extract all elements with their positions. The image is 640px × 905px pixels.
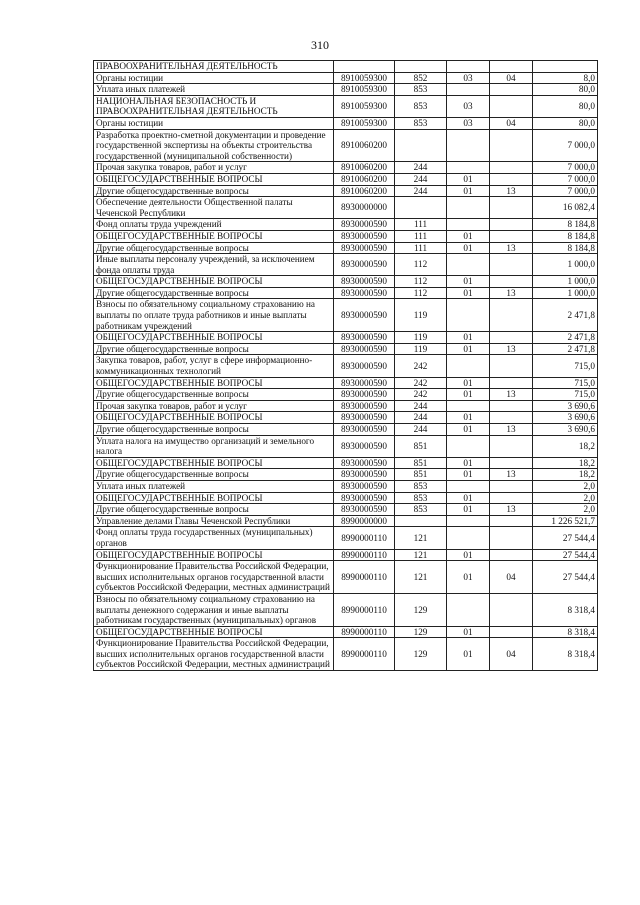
row-name-cell: ОБЩЕГОСУДАРСТВЕННЫЕ ВОПРОСЫ [94,332,334,344]
table-row [94,527,598,549]
row-subsection-cell: 04 [490,117,533,129]
row-amount-cell: 80,0 [533,84,598,96]
row-subsection-cell [490,84,533,96]
row-section-cell [447,254,490,276]
row-expense-type-cell: 852 [395,72,447,84]
row-name-cell: Другие общегосударственные вопросы [94,287,334,299]
row-name-cell: Другие общегосударственные вопросы [94,242,334,254]
row-section-cell [447,593,490,626]
table-row [94,72,598,84]
row-amount-cell: 27 544,4 [533,561,598,594]
row-subsection-cell: 04 [490,638,533,671]
table-row [94,287,598,299]
row-subsection-cell: 13 [490,469,533,481]
row-name-cell: Фонд оплаты труда учреждений [94,219,334,231]
row-subsection-cell [490,173,533,185]
row-section-cell [447,515,490,527]
table-row [94,377,598,389]
row-code-cell: 8930000590 [334,299,395,332]
row-subsection-cell [490,61,533,73]
row-name-cell: Фонд оплаты труда государственных (муниципальных) органов [94,527,334,549]
table-row [94,400,598,412]
row-name-cell: Взносы по обязательному социальному страхованию на выплаты по оплате труда работников и иные выплаты работникам учреждений [94,299,334,332]
row-section-cell [447,299,490,332]
row-amount-cell: 27 544,4 [533,527,598,549]
row-code-cell: 8910060200 [334,129,395,162]
row-amount-cell: 1 226 521,7 [533,515,598,527]
row-expense-type-cell: 121 [395,561,447,594]
row-code-cell: 8930000590 [334,230,395,242]
row-name-cell: Уплата иных платежей [94,84,334,96]
row-expense-type-cell: 244 [395,173,447,185]
row-section-cell: 01 [447,424,490,436]
row-name-cell: Функционирование Правительства Российской Федерации, высших исполнительных органов государственной власти субъектов Российской Федерации, местных администраций [94,561,334,594]
row-code-cell: 8930000590 [334,254,395,276]
row-subsection-cell [490,412,533,424]
row-expense-type-cell: 853 [395,480,447,492]
row-subsection-cell: 13 [490,343,533,355]
row-expense-type-cell: 851 [395,435,447,457]
row-section-cell: 01 [447,389,490,401]
row-expense-type-cell: 121 [395,549,447,561]
row-expense-type-cell: 242 [395,377,447,389]
row-expense-type-cell: 112 [395,276,447,288]
row-code-cell: 8930000590 [334,332,395,344]
row-amount-cell: 2,0 [533,480,598,492]
table-row [94,515,598,527]
table-row [94,173,598,185]
row-expense-type-cell: 121 [395,527,447,549]
row-amount-cell: 8 184,8 [533,242,598,254]
row-section-cell: 01 [447,276,490,288]
row-expense-type-cell: 129 [395,593,447,626]
row-expense-type-cell [395,61,447,73]
row-code-cell: 8910060200 [334,162,395,174]
row-section-cell: 01 [447,412,490,424]
table-row [94,84,598,96]
row-amount-cell: 1 000,0 [533,287,598,299]
row-expense-type-cell: 119 [395,299,447,332]
row-name-cell: Другие общегосударственные вопросы [94,504,334,516]
row-name-cell: Органы юстиции [94,117,334,129]
table-row [94,185,598,197]
row-section-cell: 01 [447,626,490,638]
row-section-cell: 01 [447,185,490,197]
row-subsection-cell [490,457,533,469]
row-expense-type-cell: 111 [395,242,447,254]
row-amount-cell: 1 000,0 [533,276,598,288]
row-subsection-cell [490,254,533,276]
row-name-cell: Органы юстиции [94,72,334,84]
row-subsection-cell [490,95,533,117]
row-code-cell: 8930000590 [334,219,395,231]
row-name-cell: НАЦИОНАЛЬНАЯ БЕЗОПАСНОСТЬ И ПРАВООХРАНИТЕЛЬНАЯ ДЕЯТЕЛЬНОСТЬ [94,95,334,117]
row-subsection-cell [490,515,533,527]
table-row [94,343,598,355]
row-expense-type-cell: 112 [395,254,447,276]
row-code-cell: 8930000590 [334,355,395,377]
row-section-cell: 01 [447,492,490,504]
row-subsection-cell: 13 [490,424,533,436]
row-section-cell [447,355,490,377]
row-expense-type-cell: 119 [395,332,447,344]
row-code-cell [334,61,395,73]
table-row [94,355,598,377]
row-subsection-cell [490,400,533,412]
row-amount-cell: 2,0 [533,492,598,504]
row-subsection-cell [490,480,533,492]
row-subsection-cell [490,492,533,504]
table-row [94,219,598,231]
row-name-cell: Обеспечение деятельности Общественной палаты Чеченской Республики [94,197,334,219]
row-expense-type-cell: 244 [395,185,447,197]
row-code-cell: 8930000590 [334,242,395,254]
row-section-cell: 03 [447,117,490,129]
row-name-cell: Прочая закупка товаров, работ и услуг [94,400,334,412]
row-code-cell: 8930000590 [334,343,395,355]
table-row [94,242,598,254]
row-expense-type-cell [395,197,447,219]
table-row [94,435,598,457]
table-row [94,332,598,344]
row-name-cell: Иные выплаты персоналу учреждений, за исключением фонда оплаты труда [94,254,334,276]
row-code-cell: 8930000590 [334,469,395,481]
row-expense-type-cell: 851 [395,457,447,469]
row-section-cell [447,400,490,412]
row-section-cell: 01 [447,242,490,254]
row-section-cell: 01 [447,173,490,185]
row-code-cell: 8930000590 [334,492,395,504]
row-amount-cell: 715,0 [533,377,598,389]
table-row [94,129,598,162]
row-section-cell: 01 [447,469,490,481]
row-code-cell: 8910059300 [334,95,395,117]
row-amount-cell: 715,0 [533,355,598,377]
row-subsection-cell [490,549,533,561]
row-section-cell: 01 [447,638,490,671]
row-subsection-cell [490,299,533,332]
row-expense-type-cell: 244 [395,162,447,174]
table-row [94,457,598,469]
row-subsection-cell: 13 [490,504,533,516]
row-code-cell: 8930000590 [334,377,395,389]
row-amount-cell: 1 000,0 [533,254,598,276]
row-expense-type-cell: 112 [395,287,447,299]
row-amount-cell: 18,2 [533,435,598,457]
row-amount-cell: 7 000,0 [533,185,598,197]
row-section-cell: 01 [447,230,490,242]
row-name-cell: Функционирование Правительства Российской Федерации, высших исполнительных органов государственной власти субъектов Российской Федерации, местных администраций [94,638,334,671]
row-name-cell: ОБЩЕГОСУДАРСТВЕННЫЕ ВОПРОСЫ [94,173,334,185]
row-expense-type-cell: 111 [395,219,447,231]
row-subsection-cell [490,332,533,344]
row-code-cell: 8930000000 [334,197,395,219]
row-code-cell: 8910059300 [334,84,395,96]
row-name-cell: Другие общегосударственные вопросы [94,389,334,401]
row-section-cell [447,61,490,73]
row-expense-type-cell: 111 [395,230,447,242]
row-section-cell: 01 [447,504,490,516]
table-row [94,626,598,638]
row-code-cell: 8930000590 [334,412,395,424]
row-amount-cell: 3 690,6 [533,424,598,436]
row-amount-cell: 3 690,6 [533,412,598,424]
row-name-cell: ОБЩЕГОСУДАРСТВЕННЫЕ ВОПРОСЫ [94,230,334,242]
row-code-cell: 8990000110 [334,626,395,638]
row-name-cell: ПРАВООХРАНИТЕЛЬНАЯ ДЕЯТЕЛЬНОСТЬ [94,61,334,73]
row-section-cell [447,527,490,549]
row-section-cell: 01 [447,343,490,355]
row-subsection-cell [490,355,533,377]
table-row [94,480,598,492]
row-expense-type-cell: 119 [395,343,447,355]
row-name-cell: Уплата иных платежей [94,480,334,492]
row-expense-type-cell: 244 [395,400,447,412]
row-code-cell: 8990000110 [334,527,395,549]
row-subsection-cell [490,219,533,231]
row-section-cell: 01 [447,332,490,344]
row-section-cell: 03 [447,95,490,117]
row-name-cell: Взносы по обязательному социальному страхованию на выплаты денежного содержания и иные выплаты работникам государственных (муниципальных) органов [94,593,334,626]
row-amount-cell: 8 184,8 [533,219,598,231]
row-amount-cell: 8,0 [533,72,598,84]
row-amount-cell: 2,0 [533,504,598,516]
table-row [94,197,598,219]
row-subsection-cell: 04 [490,561,533,594]
row-amount-cell: 7 000,0 [533,162,598,174]
table-row [94,593,598,626]
row-code-cell: 8930000590 [334,424,395,436]
row-expense-type-cell: 851 [395,469,447,481]
row-section-cell [447,435,490,457]
row-name-cell: Другие общегосударственные вопросы [94,469,334,481]
row-subsection-cell: 13 [490,389,533,401]
row-expense-type-cell: 853 [395,492,447,504]
table-row [94,561,598,594]
row-subsection-cell [490,626,533,638]
row-subsection-cell [490,276,533,288]
row-subsection-cell: 13 [490,185,533,197]
row-name-cell: Разработка проектно-сметной документации и проведение государственной экспертизы на объекты строительства государственной (муниципальной собственности) [94,129,334,162]
row-expense-type-cell: 129 [395,626,447,638]
row-expense-type-cell: 853 [395,95,447,117]
row-name-cell: Уплата налога на имущество организаций и земельного налога [94,435,334,457]
row-name-cell: ОБЩЕГОСУДАРСТВЕННЫЕ ВОПРОСЫ [94,377,334,389]
row-amount-cell: 18,2 [533,469,598,481]
row-subsection-cell [490,230,533,242]
row-code-cell: 8930000590 [334,287,395,299]
row-section-cell: 03 [447,72,490,84]
row-amount-cell: 2 471,8 [533,299,598,332]
row-amount-cell: 3 690,6 [533,400,598,412]
table-row [94,95,598,117]
row-amount-cell: 7 000,0 [533,173,598,185]
row-name-cell: ОБЩЕГОСУДАРСТВЕННЫЕ ВОПРОСЫ [94,626,334,638]
table-row [94,504,598,516]
row-amount-cell: 80,0 [533,117,598,129]
table-row [94,230,598,242]
row-subsection-cell [490,527,533,549]
row-section-cell [447,84,490,96]
table-row [94,549,598,561]
row-code-cell: 8930000590 [334,480,395,492]
budget-table-body [94,61,598,671]
budget-table [93,60,598,671]
row-name-cell: ОБЩЕГОСУДАРСТВЕННЫЕ ВОПРОСЫ [94,412,334,424]
row-subsection-cell [490,129,533,162]
table-row [94,299,598,332]
row-code-cell: 8990000110 [334,549,395,561]
row-code-cell: 8930000590 [334,504,395,516]
row-amount-cell: 7 000,0 [533,129,598,162]
row-expense-type-cell [395,515,447,527]
row-expense-type-cell: 129 [395,638,447,671]
row-section-cell [447,129,490,162]
row-expense-type-cell: 853 [395,504,447,516]
row-amount-cell: 8 184,8 [533,230,598,242]
row-code-cell: 8990000110 [334,638,395,671]
row-code-cell: 8930000590 [334,276,395,288]
row-name-cell: Прочая закупка товаров, работ и услуг [94,162,334,174]
row-amount-cell: 8 318,4 [533,638,598,671]
row-name-cell: Другие общегосударственные вопросы [94,343,334,355]
row-section-cell: 01 [447,377,490,389]
page-number: 310 [311,38,329,52]
row-amount-cell [533,61,598,73]
row-subsection-cell [490,197,533,219]
row-section-cell [447,197,490,219]
row-expense-type-cell: 244 [395,424,447,436]
row-amount-cell: 18,2 [533,457,598,469]
row-expense-type-cell [395,129,447,162]
row-section-cell: 01 [447,561,490,594]
row-subsection-cell [490,435,533,457]
row-amount-cell: 2 471,8 [533,332,598,344]
table-row [94,162,598,174]
row-code-cell: 8930000590 [334,435,395,457]
row-amount-cell: 8 318,4 [533,626,598,638]
row-subsection-cell [490,162,533,174]
row-section-cell: 01 [447,287,490,299]
row-code-cell: 8910059300 [334,117,395,129]
table-row [94,61,598,73]
row-amount-cell: 80,0 [533,95,598,117]
row-name-cell: ОБЩЕГОСУДАРСТВЕННЫЕ ВОПРОСЫ [94,276,334,288]
row-section-cell [447,480,490,492]
row-name-cell: ОБЩЕГОСУДАРСТВЕННЫЕ ВОПРОСЫ [94,549,334,561]
row-name-cell: Управление делами Главы Чеченской Республики [94,515,334,527]
row-amount-cell: 16 082,4 [533,197,598,219]
row-name-cell: Другие общегосударственные вопросы [94,185,334,197]
row-subsection-cell: 13 [490,287,533,299]
row-amount-cell: 2 471,8 [533,343,598,355]
row-name-cell: Другие общегосударственные вопросы [94,424,334,436]
row-expense-type-cell: 244 [395,412,447,424]
row-code-cell: 8990000110 [334,593,395,626]
table-row [94,389,598,401]
table-row [94,412,598,424]
table-row [94,276,598,288]
row-subsection-cell [490,377,533,389]
table-row [94,254,598,276]
row-code-cell: 8990000110 [334,561,395,594]
row-code-cell: 8910059300 [334,72,395,84]
row-expense-type-cell: 242 [395,355,447,377]
row-section-cell [447,219,490,231]
row-amount-cell: 715,0 [533,389,598,401]
row-code-cell: 8990000000 [334,515,395,527]
row-code-cell: 8930000590 [334,389,395,401]
table-row [94,117,598,129]
row-name-cell: ОБЩЕГОСУДАРСТВЕННЫЕ ВОПРОСЫ [94,457,334,469]
row-subsection-cell [490,593,533,626]
row-code-cell: 8910060200 [334,185,395,197]
table-row [94,424,598,436]
row-name-cell: ОБЩЕГОСУДАРСТВЕННЫЕ ВОПРОСЫ [94,492,334,504]
row-expense-type-cell: 853 [395,84,447,96]
row-expense-type-cell: 853 [395,117,447,129]
row-code-cell: 8910060200 [334,173,395,185]
row-subsection-cell: 13 [490,242,533,254]
table-row [94,492,598,504]
row-code-cell: 8930000590 [334,400,395,412]
row-section-cell [447,162,490,174]
table-row [94,469,598,481]
row-name-cell: Закупка товаров, работ, услуг в сфере информационно-коммуникационных технологий [94,355,334,377]
row-amount-cell: 27 544,4 [533,549,598,561]
row-amount-cell: 8 318,4 [533,593,598,626]
row-section-cell: 01 [447,457,490,469]
row-section-cell: 01 [447,549,490,561]
row-expense-type-cell: 242 [395,389,447,401]
row-subsection-cell: 04 [490,72,533,84]
table-row [94,638,598,671]
row-code-cell: 8930000590 [334,457,395,469]
